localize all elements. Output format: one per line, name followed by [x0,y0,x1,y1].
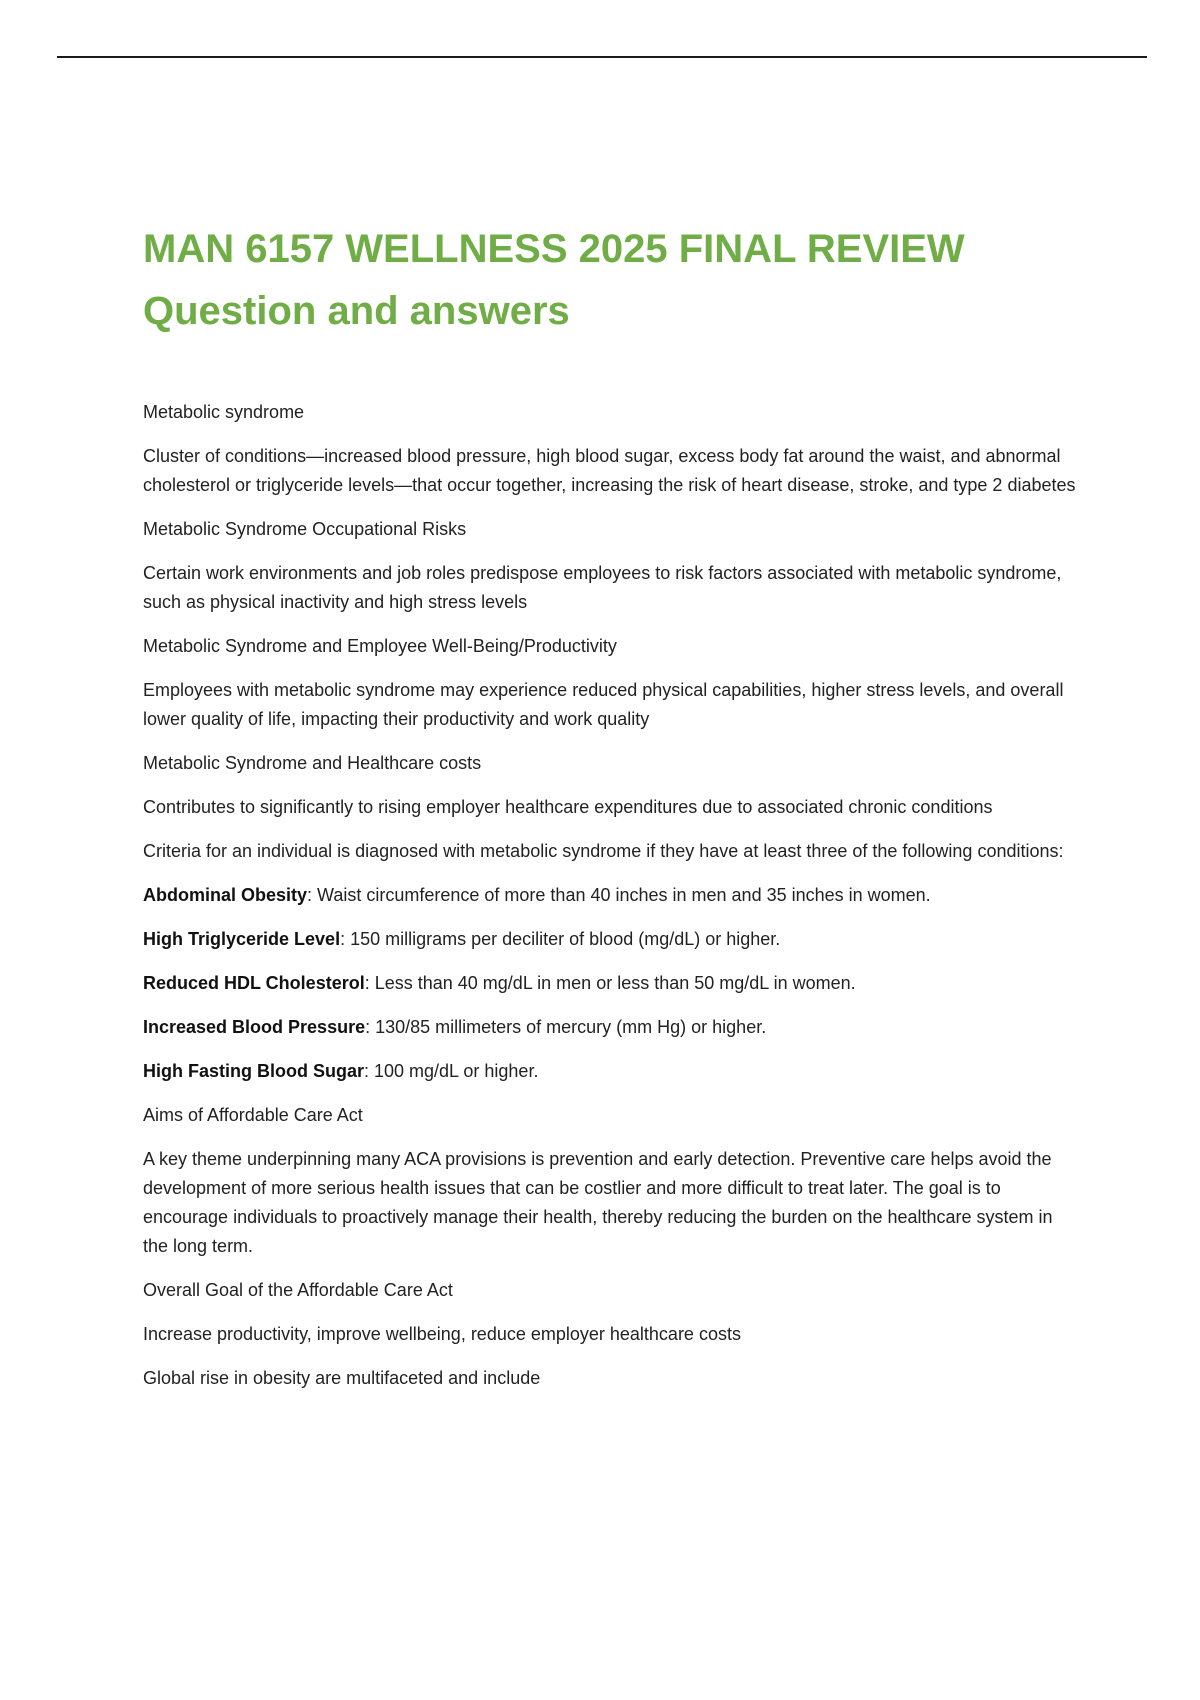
criteria-term: High Fasting Blood Sugar [143,1061,364,1081]
criteria-term: Increased Blood Pressure [143,1017,366,1037]
question: Overall Goal of the Affordable Care Act [143,1280,453,1300]
title-line-2: Question and answers [143,289,570,333]
document-title [143,218,1103,342]
header-rule [57,56,1147,58]
answer: A key theme underpinning many ACA provisions is prevention and early detection. Preventive care helps avoid the development of more serious health issues that can be costlier and more difficult to treat later. The goal is to encourage individuals to proactively manage their health, thereby reducing the burden on the healthcare system in the long term. [143,1149,1053,1256]
question: Metabolic Syndrome and Employee Well-Being/Productivity [143,636,617,656]
criteria-term: High Triglyceride Level [143,929,341,949]
criteria-desc: : Waist circumference of more than 40 inches in men and 35 inches in women. [307,885,931,905]
criteria-desc: : Less than 40 mg/dL in men or less than 50 mg/dL in women. [364,973,856,993]
criteria-term: Abdominal Obesity [143,885,308,905]
answer: Increase productivity, improve wellbeing, reduce employer healthcare costs [143,1324,741,1344]
question: Metabolic syndrome [143,402,305,422]
criteria-item [143,1013,1078,1042]
question: Aims of Affordable Care Act [143,1105,363,1125]
question: Metabolic Syndrome and Healthcare costs [143,753,482,773]
answer: Contributes to significantly to rising employer healthcare expenditures due to associated chronic conditions [143,797,993,817]
document-body [143,398,1078,1408]
criteria-item [143,881,1078,910]
answer: Certain work environments and job roles predispose employees to risk factors associated with metabolic syndrome, such as physical inactivity and high stress levels [143,563,1062,612]
criteria-item [143,969,1078,998]
criteria-item [143,1057,1078,1086]
title-line-1: MAN 6157 WELLNESS 2025 FINAL REVIEW [143,227,965,271]
criteria-desc: : 150 milligrams per deciliter of blood (mg/dL) or higher. [340,929,781,949]
criteria-desc: : 100 mg/dL or higher. [364,1061,539,1081]
criteria-desc: : 130/85 millimeters of mercury (mm Hg) or higher. [365,1017,767,1037]
criteria-term: Reduced HDL Cholesterol [143,973,365,993]
question: Global rise in obesity are multifaceted and include [143,1368,541,1388]
criteria-item [143,925,1078,954]
question: Metabolic Syndrome Occupational Risks [143,519,467,539]
answer: Employees with metabolic syndrome may experience reduced physical capabilities, higher stress levels, and overall lower quality of life, impacting their productivity and work quality [143,680,1064,729]
answer: Cluster of conditions—increased blood pressure, high blood sugar, excess body fat around the waist, and abnormal cholesterol or triglyceride levels—that occur together, increasing the risk of heart disease, stroke, and type 2 diabetes [143,446,1076,495]
criteria-intro: Criteria for an individual is diagnosed with metabolic syndrome if they have at least three of the following conditions: [143,841,1064,861]
